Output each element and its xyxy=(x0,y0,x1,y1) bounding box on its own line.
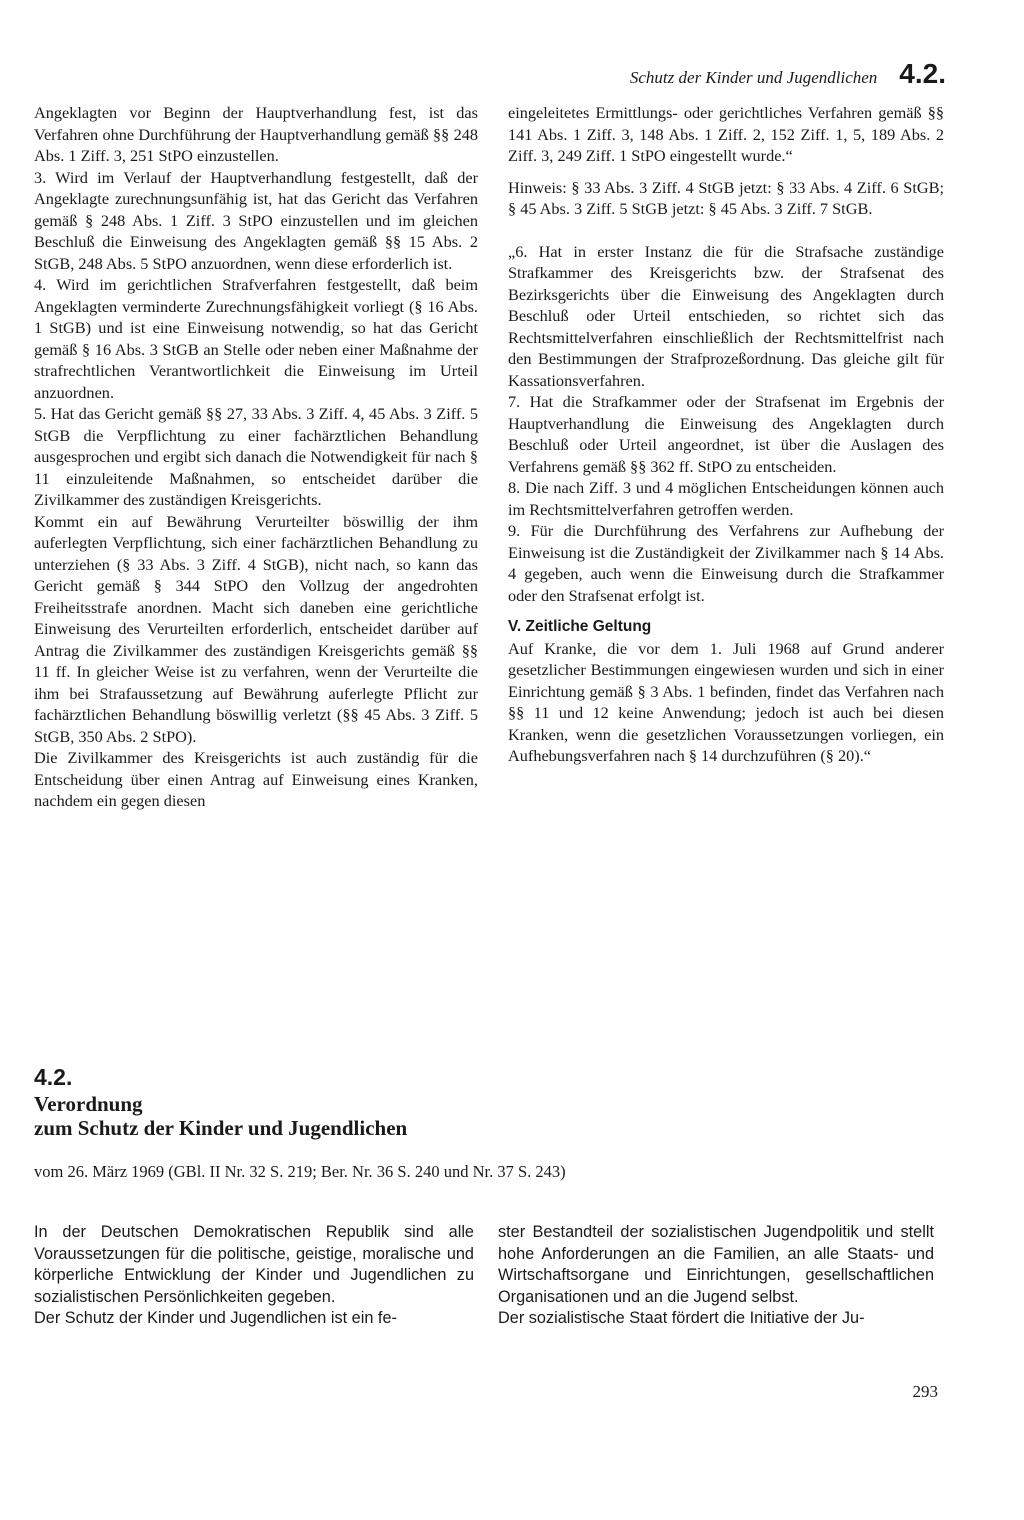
section-title-line: Verordnung xyxy=(34,1092,143,1116)
paragraph: 7. Hat die Strafkammer oder der Strafsenat im Ergebnis der Hauptverhandlung die Einweisung des Angeklagten durch Beschluß oder Urteil angeordnet, ist über die Auslagen des Verfahrens gemäß §§ 362 ff. StPO zu entscheiden. xyxy=(508,392,944,476)
paragraph: 3. Wird im Verlauf der Hauptverhandlung festgestellt, daß der Angeklagte zurechnungsunfähig ist, hat das Gericht das Verfahren gemäß § 248 Abs. 1 Ziff. 3 StPO einzustellen und im gleichen Beschluß die Einweisung des Angeklagten gemäß §§ 15 Abs. 2 StGB, 248 Abs. 5 StPO anzuordnen, wenn diese erforderlich ist. xyxy=(34,167,478,273)
section-title-line: zum Schutz der Kinder und Jugendlichen xyxy=(34,1116,408,1140)
paragraph: Die Zivilkammer des Kreisgerichts ist auch zuständig für die Entscheidung über einen Antrag auf Einweisung eines Kranken, nachdem ein gegen diesen xyxy=(34,748,478,810)
section-title xyxy=(34,1092,734,1140)
section-number: 4.2. xyxy=(34,1064,73,1090)
paragraph: „6. Hat in erster Instanz die für die Strafsache zuständige Strafkammer des Kreisgerichts bzw. der Strafsenat des Bezirksgerichts über die Einweisung des Angeklagten durch Beschluß oder Urteil entschieden, so richtet sich das Rechtsmittelverfahren einschließlich der Rechtsmittelfrist nach den Bestimmungen der Strafprozeßordnung. Das gleiche gilt für Kassationsverfahren. xyxy=(508,241,944,390)
paragraph: 9. Für die Durchführung des Verfahrens zur Aufhebung der Einweisung ist die Zuständigkeit der Zivilkammer nach § 14 Abs. 4 gegeben, auch wenn die Einweisung durch die Strafkammer oder den Strafsenat erfolgt ist. xyxy=(508,521,944,605)
paragraph: Der Schutz der Kinder und Jugendlichen ist ein fe- xyxy=(34,1309,397,1327)
paragraph: 8. Die nach Ziff. 3 und 4 möglichen Entscheidungen können auch im Rechtsmittelverfahren getroffen werden. xyxy=(508,478,944,519)
paragraph: Der sozialistische Staat fördert die Initiative der Ju- xyxy=(498,1309,865,1327)
running-section-number: 4.2. xyxy=(899,58,946,89)
paragraph: 4. Wird im gerichtlichen Strafverfahren festgestellt, daß beim Angeklagten verminderte Zurechnungsfähigkeit vorliegt (§ 16 Abs. 1 StGB) und ist eine Einweisung notwendig, so hat das Gericht gemäß § 16 Abs. 3 StGB an Stelle oder neben einer Maßnahme der strafrechtlichen Verantwortlichkeit die Einweisung im Urteil anzuordnen. xyxy=(34,275,478,402)
intro-left-column xyxy=(34,1222,474,1330)
paragraph: Angeklagten vor Beginn der Hauptverhandlung fest, ist das Verfahren ohne Durchführung der Hauptverhandlung gemäß §§ 248 Abs. 1 Ziff. 3, 251 StPO einzustellen. xyxy=(34,103,478,165)
page-number: 293 xyxy=(912,1382,938,1401)
paragraph: 5. Hat das Gericht gemäß §§ 27, 33 Abs. 3 Ziff. 4, 45 Abs. 3 Ziff. 5 StGB die Verpflichtung zu einer fachärztlichen Behandlung ausgesprochen und ergibt sich danach die Notwendigkeit für nach § 11 einzuleitende Maßnahmen, so entscheidet darüber die Zivilkammer des zuständigen Kreisgerichts. xyxy=(34,404,478,509)
paragraph: In der Deutschen Demokratischen Republik sind alle Voraussetzungen für die politische, geistige, moralische und körperliche Entwicklung der Kinder und Jugendlichen zu sozialistischen Persönlichkeiten gegeben. xyxy=(34,1223,474,1306)
left-column xyxy=(34,102,478,812)
running-header xyxy=(630,58,946,90)
lead-paragraph: eingeleitetes Ermittlungs- oder gerichtliches Verfahren gemäß §§ 141 Abs. 1 Ziff. 3, 148 Abs. 1 Ziff. 2, 152 Ziff. 1, 5, 189 Abs. 2 Ziff. 3, 249 Ziff. 1 StPO eingestellt wurde.“ xyxy=(508,103,944,165)
subheading: V. Zeitliche Geltung xyxy=(508,618,652,635)
closing-paragraph: Auf Kranke, die vor dem 1. Juli 1968 auf Grund anderer gesetzlicher Bestimmungen eingewiesen wurden und sich in einer Einrichtung gemäß § 3 Abs. 1 befinden, findet das Verfahren nach §§ 11 und 12 keine Anwendung; jedoch ist auch bei diesen Kranken, wenn die gesetzlichen Voraussetzungen vorliegen, ein Aufhebungsverfahren nach § 14 durchzuführen (§ 20).“ xyxy=(508,638,944,765)
note: Hinweis: § 33 Abs. 3 Ziff. 4 StGB jetzt: § 33 Abs. 4 Ziff. 6 StGB; § 45 Abs. 3 Ziff. 5 StGB jetzt: § 45 Abs. 3 Ziff. 7 StGB. xyxy=(508,177,944,218)
right-column xyxy=(508,102,944,767)
paragraph: Kommt ein auf Bewährung Verurteilter böswillig der ihm auferlegten Verpflichtung, sich einer fachärztlichen Behandlung zu unterziehen (§ 33 Abs. 3 Ziff. 4 StGB), nicht nach, so kann das Gericht gemäß § 344 StPO den Vollzug der angedrohten Freiheitsstrafe anordnen. Macht sich daneben eine gerichtliche Einweisung des Verurteilten erforderlich, entscheidet darüber auf Antrag die Zivilkammer des zuständigen Kreisgerichts gemäß §§ 11 ff. In gleicher Weise ist zu verfahren, wenn der Verurteilte die ihm bei Strafaussetzung auf Bewährung auferlegte Pflicht zur fachärztlichen Behandlung böswillig verletzt (§§ 45 Abs. 3 Ziff. 5 StGB, 350 Abs. 2 StPO). xyxy=(34,511,478,746)
section-source: vom 26. März 1969 (GBl. II Nr. 32 S. 219; Ber. Nr. 36 S. 240 und Nr. 37 S. 243) xyxy=(34,1162,566,1181)
paragraph: ster Bestandteil der sozialistischen Jugendpolitik und stellt hohe Anforderungen an die Familien, an alle Staats- und Wirtschaftsorgane und Einrichtungen, gesellschaftlichen Organisationen und an die Jugend selbst. xyxy=(498,1223,934,1306)
intro-right-column xyxy=(498,1222,934,1330)
running-title: Schutz der Kinder und Jugendlichen xyxy=(629,68,878,87)
